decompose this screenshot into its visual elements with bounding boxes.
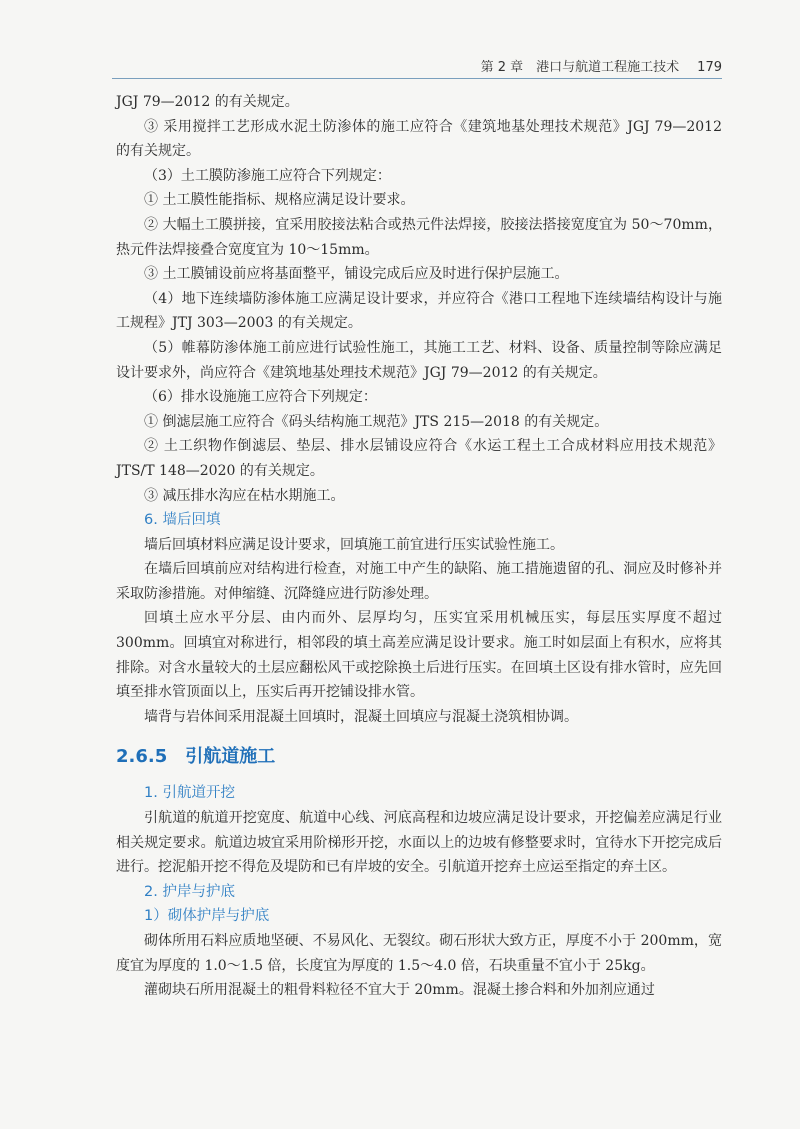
subsection-heading: 1）砌体护岸与护底 xyxy=(144,908,270,925)
chapter-title: 第 2 章 港口与航道工程施工技术 xyxy=(480,60,680,75)
running-header xyxy=(112,52,722,79)
list-item: ③ 土工膜铺设前应将基面整平，铺设完成后应及时进行保护层施工。 xyxy=(144,266,569,283)
list-item: ① 土工膜性能指标、规格应满足设计要求。 xyxy=(144,192,415,209)
section-heading: 6. 墙后回填 xyxy=(144,512,221,529)
section-title: 2.6.5 引航道施工 xyxy=(116,746,276,768)
paragraph: （4）地下连续墙防渗体施工应满足设计要求，并应符合《港口工程地下连续墙结构设计与施工规程》JTJ 303—2003 的有关规定。 xyxy=(116,290,722,332)
page-number: 179 xyxy=(697,60,722,75)
paragraph: JGJ 79—2012 的有关规定。 xyxy=(116,94,299,110)
paragraph: 在墙后回填前应对结构进行检查，对施工中产生的缺陷、施工措施遗留的孔、洞应及时修补并采取防渗措施。对伸缩缝、沉降缝应进行防渗处理。 xyxy=(116,561,722,602)
paragraph: 回填土应水平分层、由内而外、层厚均匀，压实宜采用机械压实，每层压实厚度不超过 300mm。回填宜对称进行，相邻段的填土高差应满足设计要求。施工时如层面上有积水，应将其排除。对含水量较大的土层应翻松风干或挖除换土后进行压实。在回填土区设有排水管时，应先回填至排水管顶面以上，压实后再开挖铺设排水管。 xyxy=(116,610,722,701)
list-item: ① 倒滤层施工应符合《码头结构施工规范》JTS 215—2018 的有关规定。 xyxy=(144,413,609,430)
paragraph: ③ 采用搅拌工艺形成水泥土防渗体的施工应符合《建筑地基处理技术规范》JGJ 79—2012 的有关规定。 xyxy=(116,118,722,160)
section-heading: 2. 护岸与护底 xyxy=(144,883,235,900)
paragraph: 墙后回填材料应满足设计要求，回填施工前宜进行压实试验性施工。 xyxy=(144,536,564,553)
paragraph: （5）帷幕防渗体施工前应进行试验性施工，其施工工艺、材料、设备、质量控制等除应满足设计要求外，尚应符合《建筑地基处理技术规范》JGJ 79—2012 的有关规定。 xyxy=(116,339,722,381)
list-item: ② 土工织物作倒滤层、垫层、排水层铺设应符合《水运工程土工合成材料应用技术规范》JTS/T 148—2020 的有关规定。 xyxy=(116,438,722,479)
list-item: ② 大幅土工膜拼接，宜采用胶接法粘合或热元件法焊接，胶接法搭接宽度宜为 50～70mm，热元件法焊接叠合宽度宜为 10～15mm。 xyxy=(116,216,722,258)
list-item: ③ 减压排水沟应在枯水期施工。 xyxy=(144,487,345,504)
list-heading: （3）土工膜防渗施工应符合下列规定： xyxy=(144,167,391,184)
paragraph: 引航道的航道开挖宽度、航道中心线、河底高程和边坡应满足设计要求，开挖偏差应满足行业相关规定要求。航道边坡宜采用阶梯形开挖，水面以上的边坡有修整要求时，宜待水下开挖完成后进行。挖泥船开挖不得危及堤防和已有岸坡的安全。引航道开挖弃土应运至指定的弃土区。 xyxy=(116,810,722,876)
paragraph: 灌砌块石所用混凝土的粗骨料粒径不宜大于 20mm。混凝土掺合料和外加剂应通过 xyxy=(144,982,655,999)
list-heading: （6）排水设施施工应符合下列规定： xyxy=(144,389,377,406)
paragraph: 墙背与岩体间采用混凝土回填时，混凝土回填应与混凝土浇筑相协调。 xyxy=(144,708,578,725)
page-body xyxy=(116,90,722,1003)
header-text xyxy=(481,56,722,75)
paragraph: 砌体所用石料应质地坚硬、不易风化、无裂纹。砌石形状大致方正，厚度不小于 200mm，宽度宜为厚度的 1.0～1.5 倍，长度宜为厚度的 1.5～4.0 倍，石块重量不宜小于 25kg。 xyxy=(116,933,722,974)
section-heading: 1. 引航道开挖 xyxy=(144,785,235,802)
